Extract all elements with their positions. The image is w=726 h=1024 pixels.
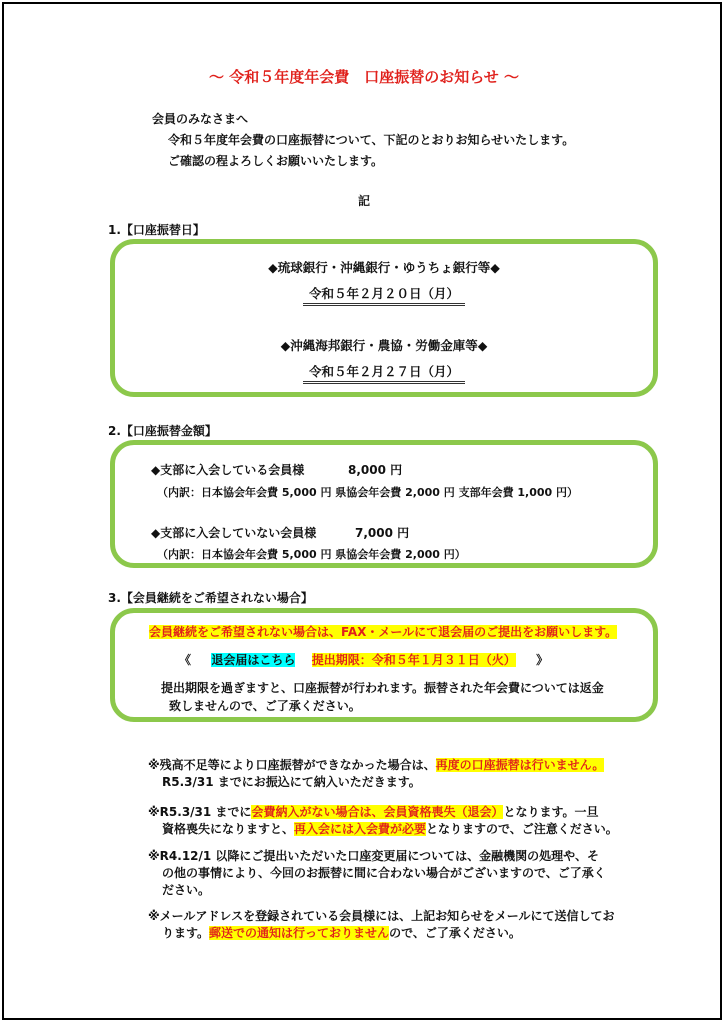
section1-heading: 1.【口座振替日】 [108, 223, 205, 237]
section2-heading: 2.【口座振替金額】 [108, 424, 217, 438]
nonmember-amount: 7,000 円 [355, 526, 410, 540]
note-2-line-1 [148, 803, 599, 820]
note-2-text-post: となります。一旦 [503, 805, 599, 819]
salutation: 会員のみなさまへ [152, 112, 249, 126]
nonmember-breakdown: （内訳：日本協会年会費 5,000 円 県協会年会費 2,000 円） [157, 548, 466, 561]
member-label: ◆支部に入会している会員様 [151, 463, 305, 477]
bank-group-2: ◆沖縄海邦銀行・農協・労働金庫等◆ [280, 338, 488, 353]
note-1-line-1 [148, 756, 604, 773]
note-4-highlight: 郵送での通知は行っておりません [209, 926, 390, 940]
withdrawal-box [110, 608, 658, 722]
note-3-line-3: ださい。 [162, 883, 211, 897]
note-1-text: ※残高不足等により口座振替ができなかった場合は、 [148, 758, 436, 772]
note-1-highlight: 再度の口座振替は行いません。 [435, 758, 605, 772]
intro-line-2: ご確認の程よろしくお願いいたします。 [168, 154, 384, 168]
withdrawal-notice [149, 623, 617, 640]
transfer-date-2-wrap [115, 362, 653, 384]
note-4-line-2 [162, 924, 521, 941]
transfer-date-box [110, 239, 658, 397]
deadline-row [179, 651, 548, 668]
transfer-date-2: 令和５年２月２７日（月） [303, 362, 465, 384]
note-2-text: ※R5.3/31 までに [148, 805, 252, 819]
note-2-line2-highlight: 再入会には入会費が必要 [294, 822, 427, 836]
note-2-line-2 [162, 820, 618, 837]
page-title: ～ 令和５年度年会費 口座振替のお知らせ ～ [209, 68, 519, 86]
note-2-highlight: 会費納入がない場合は、会員資格喪失（退会） [251, 805, 504, 819]
ki-label: 記 [357, 194, 370, 208]
withdrawal-info-line-2: 致しませんので、ご了承ください。 [169, 699, 361, 713]
nonmember-label: ◆支部に入会していない会員様 [151, 526, 317, 540]
deadline-text: 提出期限：令和５年１月３１日（火） [311, 653, 516, 667]
note-2-line2-text-post: となりますので、ご注意ください。 [426, 822, 618, 836]
document-page [2, 2, 722, 1020]
note-4-line2-text: ります。 [162, 926, 210, 940]
withdrawal-form-link[interactable]: 退会届はこちら [211, 653, 296, 667]
bracket-close: 》 [536, 653, 549, 667]
note-3-line-1: ※R4.12/1 以降にご提出いただいた口座変更届については、金融機関の処理や、そ [148, 849, 599, 863]
note-4-line-1: ※メールアドレスを登録されている会員様には、上記お知らせをメールにて送信してお [148, 909, 615, 923]
transfer-date-1-wrap [115, 284, 653, 306]
transfer-date-1: 令和５年２月２０日（月） [303, 284, 465, 306]
bank-group-1: ◆琉球銀行・沖縄銀行・ゆうちょ銀行等◆ [268, 260, 500, 275]
section3-heading: 3.【会員継続をご希望されない場合】 [108, 591, 313, 605]
bracket-open: 《 [179, 653, 192, 667]
note-2-line2-text: 資格喪失になりますと、 [162, 822, 295, 836]
member-breakdown: （内訳：日本協会年会費 5,000 円 県協会年会費 2,000 円 支部年会費 1,000 円） [157, 486, 579, 499]
member-amount: 8,000 円 [348, 463, 403, 477]
intro-line-1: 令和５年度年会費の口座振替について、下記のとおりお知らせいたします。 [168, 133, 575, 147]
withdrawal-notice-text: 会員継続をご希望されない場合は、FAX・メールにて退会届のご提出をお願いします。 [149, 625, 618, 639]
note-4-line2-text-post: ので、ご了承ください。 [389, 926, 521, 940]
note-3-line-2: の他の事情により、今回のお振替に間に合わない場合がございますので、ご了承く [162, 866, 606, 880]
withdrawal-info-line-1: 提出期限を過ぎますと、口座振替が行われます。振替された年会費については返金 [161, 681, 604, 695]
note-1-line-2: R5.3/31 までにお振込にて納入いただきます。 [162, 775, 421, 789]
transfer-amount-box [110, 440, 658, 568]
